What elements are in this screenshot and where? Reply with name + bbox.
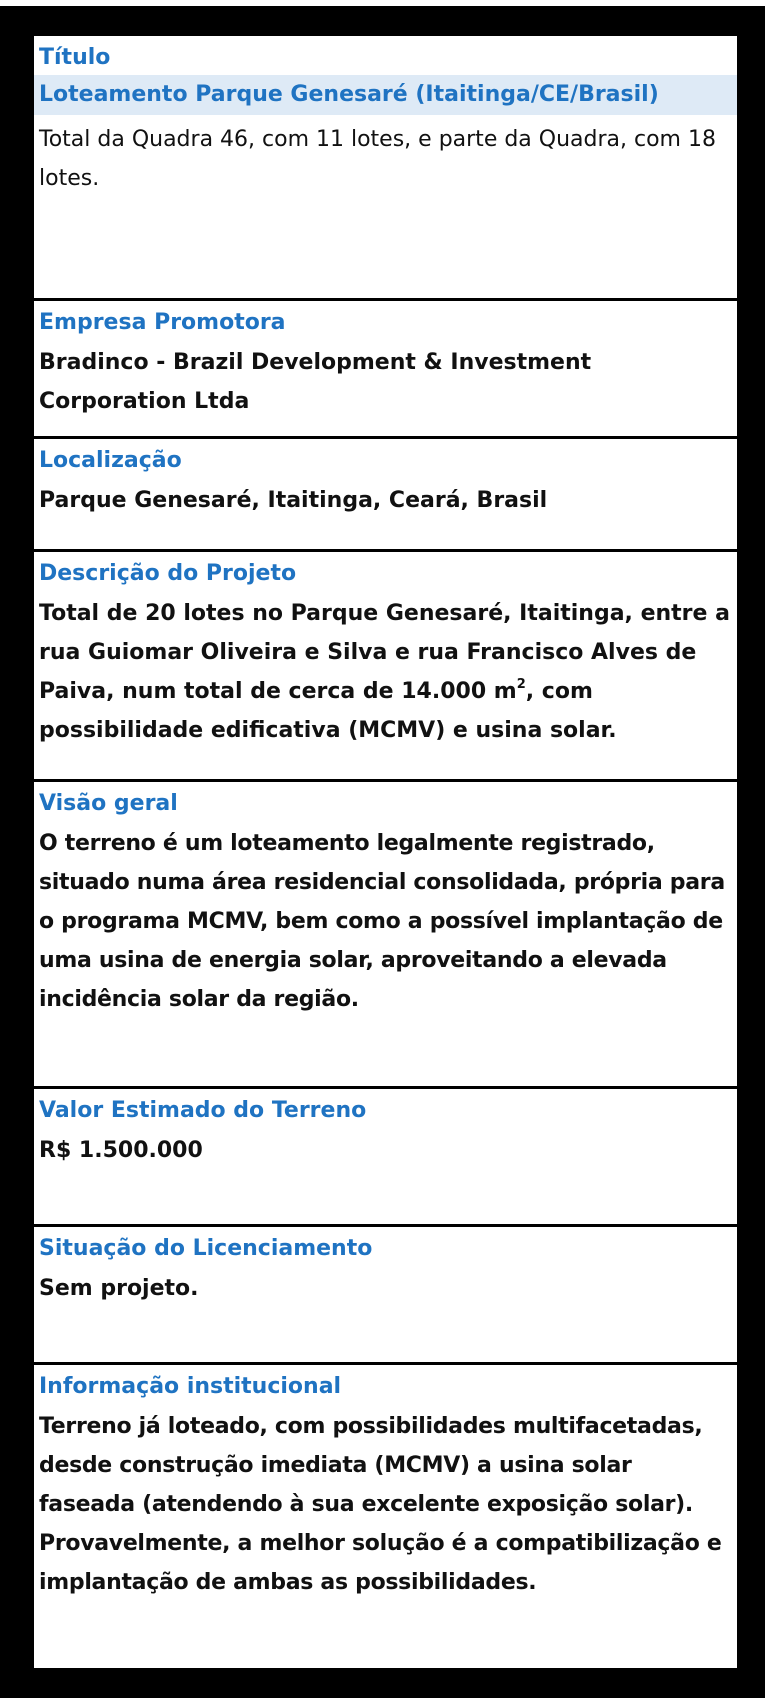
descricao-heading: Descrição do Projeto bbox=[39, 561, 297, 586]
localizacao-heading: Localização bbox=[39, 448, 182, 473]
project-name: Loteamento Parque Genesaré (Itaitinga/CE/Brasil) bbox=[34, 75, 737, 115]
visao-text: O terreno é um loteamento legalmente registrado, situado numa área residencial consolidada, própria para o programa MCMV, bem como a possível implantação de uma usina de energia solar, aproveitando a elevada incidência solar da região. bbox=[39, 831, 725, 1012]
section-valor bbox=[34, 1089, 737, 1227]
section-licenciamento bbox=[34, 1227, 737, 1365]
section-titulo bbox=[34, 36, 737, 301]
descricao-text-after: , com possibilidade edificativa (MCMV) e usina solar. bbox=[39, 679, 617, 743]
descricao-text-before: Total de 20 lotes no Parque Genesaré, Itaitinga, entre a rua Guiomar Oliveira e Silva e rua Francisco Alves de Paiva, num total de cerca de 14.000 m bbox=[39, 601, 730, 704]
valor-text: R$ 1.500.000 bbox=[39, 1138, 203, 1163]
section-descricao bbox=[34, 552, 737, 782]
valor-heading: Valor Estimado do Terreno bbox=[39, 1098, 367, 1123]
document-frame bbox=[0, 6, 765, 1698]
empresa-heading: Empresa Promotora bbox=[39, 310, 286, 335]
visao-heading: Visão geral bbox=[39, 791, 178, 816]
section-empresa bbox=[34, 301, 737, 439]
area-unit-superscript: 2 bbox=[516, 677, 526, 692]
institucional-text: Terreno já loteado, com possibilidades multifacetadas, desde construção imediata (MCMV) a usina solar faseada (atendendo à sua excelente exposição solar). Provavelmente, a melhor solução é a compatibilização e implantação de ambas as possibilidades. bbox=[39, 1414, 722, 1595]
institucional-heading: Informação institucional bbox=[39, 1374, 342, 1399]
titulo-heading: Título bbox=[39, 45, 111, 70]
titulo-text: Total da Quadra 46, com 11 lotes, e parte da Quadra, com 18 lotes. bbox=[39, 127, 716, 191]
descricao-text bbox=[34, 589, 737, 750]
empresa-text: Bradinco - Brazil Development & Investment Corporation Ltda bbox=[39, 350, 592, 414]
section-institucional bbox=[34, 1365, 737, 1668]
licenciamento-text: Sem projeto. bbox=[39, 1276, 199, 1301]
section-localizacao bbox=[34, 439, 737, 552]
localizacao-text: Parque Genesaré, Itaitinga, Ceará, Brasil bbox=[39, 488, 548, 513]
licenciamento-heading: Situação do Licenciamento bbox=[39, 1236, 373, 1261]
section-visao-geral bbox=[34, 782, 737, 1089]
project-sheet bbox=[34, 36, 737, 1668]
